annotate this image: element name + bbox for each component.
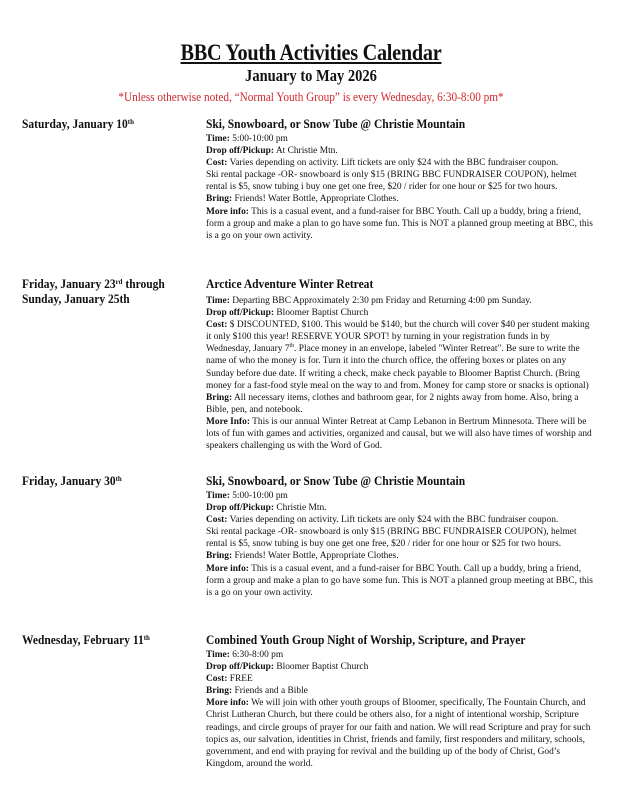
event-details bbox=[206, 277, 606, 452]
event-date: Friday, January 23rd through Sunday, January 25th bbox=[22, 277, 165, 306]
event-title: Combined Youth Group Night of Worship, Scripture, and Prayer bbox=[206, 633, 526, 647]
event-date: Friday, January 30th bbox=[22, 474, 122, 488]
event-rental-info: Ski rental package -OR- snowboard is only $15 (BRING BBC FUNDRAISER COUPON), helmet rental is $5, snow tubing i buy one get one free, $20 / rider for one hour or $25 for two hours. bbox=[206, 169, 577, 193]
event-more-info: More Info: This is our annual Winter Retreat at Camp Lebanon in Bertrum Minnesota. There will be lots of fun with games and activities, organized and causal, but we will also have times of worship and speakers challenging us with the Word of God. bbox=[206, 415, 592, 452]
document-title: BBC Youth Activities Calendar bbox=[180, 40, 442, 65]
event-details bbox=[206, 633, 606, 770]
event-cost: Cost: FREE bbox=[206, 673, 253, 685]
event-title: Ski, Snowboard, or Snow Tube @ Christie Mountain bbox=[206, 474, 466, 488]
event-time: Time: 5:00-10:00 pm bbox=[206, 490, 288, 501]
youth-group-notice: *Unless otherwise noted, “Normal Youth Group” is every Wednesday, 6:30-8:00 pm* bbox=[118, 90, 504, 104]
event-more-info: More info: This is a casual event, and a fund-raiser for BBC Youth. Call up a buddy, bring a friend, form a group and make a plan to go have some fun. This is NOT a planned group meeting at BBC, this is a go on your own activity. bbox=[206, 562, 593, 598]
event-dropoff: Drop off/Pickup: Bloomer Baptist Church bbox=[206, 661, 369, 673]
event-more-info: More info: This is a casual event, and a fund-raiser for BBC Youth. Call up a buddy, bring a friend, form a group and make a plan to go have some fun. This is NOT a planned group meeting at BBC, this is a go on your own activity. bbox=[206, 205, 593, 241]
event-dropoff: Drop off/Pickup: Bloomer Baptist Church bbox=[206, 307, 369, 319]
event-time: Time: 6:30-8:00 pm bbox=[206, 649, 284, 660]
event-details bbox=[206, 117, 606, 242]
event-bring: Bring: Friends and a Bible bbox=[206, 685, 308, 697]
event-date: Saturday, January 10th bbox=[22, 117, 134, 131]
event-cost: Cost: $ DISCOUNTED, $100. This would be $140, but the church will cover $40 per student making it only $100 this year! RESERVE YOUR SPOT! by turning in your registration funds in by Wednesday, January 7th. Place money in an envelope, labeled "Winter Retreat". Be sure to write the name of who the money is for. Turn it into the church office, the offering boxes or plates on any Sunday before due date. If writing a check, make check payable to Bloomer Baptist Church. (Bring money for a fast-food style meal on the way to and from. Money for camp store or snacks is optional) bbox=[206, 319, 590, 391]
event-time: Time: 5:00-10:00 pm bbox=[206, 133, 288, 144]
event-rental-info: Ski rental package -OR- snowboard is only $15 (BRING BBC FUNDRAISER COUPON), helmet rental is $5, snow tubing is buy one get one free, $20 / rider for one hour or $25 for two hours. bbox=[206, 526, 577, 550]
document-subtitle: January to May 2026 bbox=[245, 66, 377, 85]
event-bring: Bring: All necessary items, clothes and bathroom gear, for 2 nights away from home. Also, bring a Bible, pen, and notebook. bbox=[206, 391, 579, 415]
event-bring: Bring: Friends! Water Bottle, Appropriate Clothes. bbox=[206, 550, 399, 562]
document-header bbox=[0, 0, 622, 105]
event-details bbox=[206, 474, 606, 599]
event-dropoff: Drop off/Pickup: Christie Mtn. bbox=[206, 502, 327, 514]
event-date: Wednesday, February 11th bbox=[22, 633, 150, 647]
event-bring: Bring: Friends! Water Bottle, Appropriate Clothes. bbox=[206, 193, 399, 205]
event-dropoff: Drop off/Pickup: At Christie Mtn. bbox=[206, 145, 338, 157]
event-time: Time: Departing BBC Approximately 2:30 pm Friday and Returning 4:00 pm Sunday. bbox=[206, 295, 532, 306]
event-more-info: More info: We will join with other youth groups of Bloomer, specifically, The Fountain Church, and Christ Lutheran Church, but there could be others also, for a night of intentional worship, Scripture readings, and circle groups of prayer for our faith and nation. We will read Scripture and pray for such topics as, our salvation, identities in Christ, friends and family, first responders and military, schools, government, and end with praying for revival and the building up of the body of Christ, God’s Kingdom, around the world. bbox=[206, 697, 591, 769]
event-title: Ski, Snowboard, or Snow Tube @ Christie Mountain bbox=[206, 117, 466, 131]
event-cost: Cost: Varies depending on activity. Lift tickets are only $24 with the BBC fundraiser coupon. bbox=[206, 157, 559, 169]
event-title: Arctice Adventure Winter Retreat bbox=[206, 277, 374, 291]
event-cost: Cost: Varies depending on activity. Lift tickets are only $24 with the BBC fundraiser coupon. bbox=[206, 514, 559, 526]
